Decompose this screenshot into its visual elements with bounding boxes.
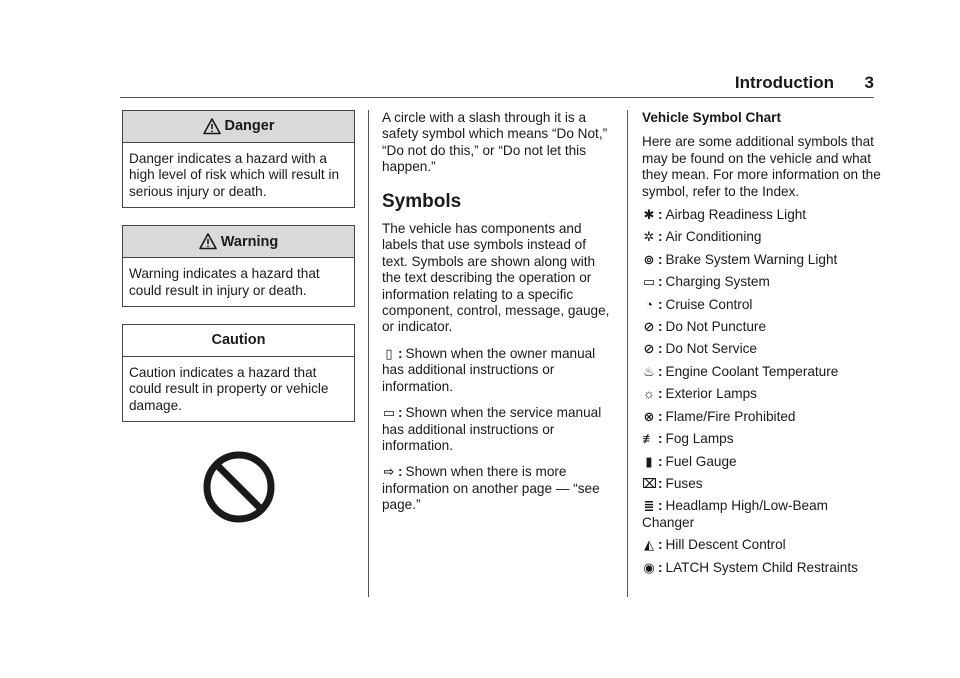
list-item: ⊘ : Do Not Service — [643, 341, 757, 357]
danger-title: Danger — [224, 118, 275, 135]
caution-body: Caution indicates a hazard that could result in property or vehicle damage. — [129, 365, 329, 413]
list-item: ▯ : Shown when the owner manual has additional instructions or information. — [382, 345, 596, 394]
brake-warning-icon: ⊚ — [643, 251, 655, 267]
list-item: ☼ : Exterior Lamps — [643, 386, 757, 402]
column-middle — [382, 110, 612, 524]
battery-icon: ▭ — [642, 274, 656, 290]
list-item: ▭ : Charging System — [642, 274, 770, 290]
flame-prohibited-icon: ⊗ — [643, 408, 655, 424]
danger-header — [123, 111, 354, 143]
list-item: ≢ : Fog Lamps — [642, 431, 734, 447]
fog-lamps-icon: ≢ — [642, 431, 656, 447]
child-restraint-icon: ◉ — [643, 559, 655, 575]
chart-intro: Here are some additional symbols that may be found on the vehicle and what they mean. For more information on the symbol, refer to the Index. — [642, 134, 881, 199]
caution-title: Caution — [211, 332, 266, 349]
headlamp-beam-icon: ≣ — [643, 498, 655, 514]
cruise-control-icon: ◔ — [645, 296, 653, 312]
list-item: ⊚ : Brake System Warning Light — [643, 251, 838, 267]
section-title: Introduction — [734, 73, 834, 92]
column-right — [642, 110, 882, 582]
list-item: ⌧: Fuses — [642, 475, 703, 491]
do-not-puncture-icon: ⊘ — [643, 319, 655, 335]
fuel-gauge-icon: ▮ — [645, 453, 653, 469]
danger-box — [122, 110, 355, 208]
caution-box — [122, 324, 355, 422]
column-left — [122, 110, 355, 439]
fuses-icon: ⌧ — [642, 475, 657, 491]
list-item: ⊗ : Flame/Fire Prohibited — [643, 408, 796, 424]
see-page-arrow-icon: ⇨ — [383, 464, 395, 480]
header-rule — [120, 97, 874, 98]
safety-symbol-paragraph: A circle with a slash through it is a safety symbol which means “Do Not,” “Do not do this,” or “Do not let this happen.” — [382, 110, 608, 175]
symbols-paragraph: The vehicle has components and labels that use symbols instead of text. Symbols are shown along with the text describing the operation or information relating to a specific component, control, message, gauge, or indicator. — [382, 221, 610, 335]
column-divider — [368, 110, 369, 597]
service-manual-icon: ▭ — [382, 405, 396, 421]
chart-heading: Vehicle Symbol Chart — [642, 110, 782, 125]
list-item: ≣ : Headlamp High/Low-Beam Changer — [642, 498, 828, 530]
list-item: ▭ : Shown when the service manual has additional instructions or information. — [382, 405, 602, 453]
page-header — [0, 70, 960, 98]
warning-title: Warning — [220, 233, 279, 250]
symbols-heading: Symbols — [382, 190, 462, 212]
no-symbol-icon — [202, 450, 276, 524]
air-conditioning-icon: ✲ — [643, 229, 655, 245]
warning-triangle-icon — [203, 118, 221, 135]
list-item: ✲ : Air Conditioning — [643, 229, 762, 245]
warning-triangle-icon — [199, 233, 217, 250]
airbag-icon: ✱ — [643, 207, 655, 223]
warning-box — [122, 225, 355, 307]
owner-manual-icon: ▯ — [385, 345, 393, 361]
danger-body: Danger indicates a hazard with a high level of risk which will result in serious injury or death. — [129, 151, 340, 199]
exterior-lamps-icon: ☼ — [643, 386, 655, 402]
list-item: ⊘ : Do Not Puncture — [643, 319, 767, 335]
do-not-service-icon: ⊘ — [643, 341, 655, 357]
column-divider — [627, 110, 628, 597]
list-item: ◭ : Hill Descent Control — [644, 537, 786, 553]
list-item: ▮ : Fuel Gauge — [642, 454, 882, 470]
list-item: ♨ : Engine Coolant Temperature — [643, 363, 839, 379]
coolant-temperature-icon: ♨ — [643, 363, 655, 379]
caution-header — [123, 325, 354, 357]
list-item: ⇨ : Shown when there is more information on another page — “see page.” — [382, 464, 600, 513]
warning-body: Warning indicates a hazard that could result in injury or death. — [129, 266, 320, 298]
page-number: 3 — [864, 73, 874, 92]
list-item: ◉ : LATCH System Child Restraints — [643, 559, 858, 575]
warning-header — [123, 226, 354, 258]
list-item: ◔ : Cruise Control — [642, 297, 882, 313]
hill-descent-icon: ◭ — [644, 537, 654, 553]
list-item: ✱ : Airbag Readiness Light — [643, 207, 807, 223]
